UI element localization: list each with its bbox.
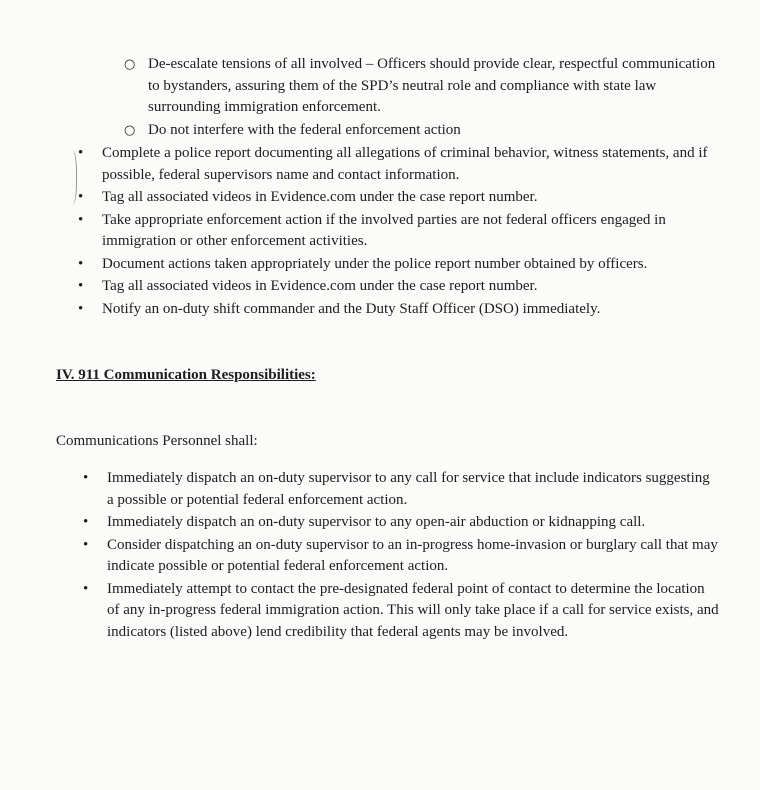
bullet-dot: •	[83, 536, 89, 553]
sub-list-item: ○ De-escalate tensions of all involved – Officers should provide clear, respectful communication to bystanders, assuring them of the SPD’s neutral role and compliance with state law surrounding immigration enforcement.	[124, 56, 716, 115]
hollow-circle-marker: ○	[124, 57, 136, 72]
bullet-item: • Notify an on-duty shift commander and the Duty Staff Officer (DSO) immediately.	[76, 299, 716, 321]
bullet-item: • Document actions taken appropriately under the police report number obtained by officers.	[76, 254, 716, 276]
bullet-dot: •	[78, 145, 84, 161]
communications-bullet-list	[80, 468, 720, 644]
sub-list-item: ○ Do not interfere with the federal enforcement action	[120, 120, 720, 142]
bullet-item: • Immediately attempt to contact the pre-designated federal point of contact to determine the location of any in-progress federal immigration action. This will only take place if a call for service exists, and indicators (listed above) lend credibility that federal agents may be involved.	[83, 580, 719, 640]
bullet-item: • Immediately dispatch an on-duty supervisor to any call for service that include indicators suggesting a possible or potential federal enforcement action.	[83, 470, 710, 508]
officer-bullet-list	[76, 143, 716, 321]
bullet-item: • Take appropriate enforcement action if the involved parties are not federal officers engaged in immigration or other enforcement activities.	[78, 211, 666, 249]
bullet-dot: •	[78, 255, 84, 272]
section-heading: IV. 911 Communication Responsibilities:	[56, 367, 316, 383]
bullet-item: • Immediately dispatch an on-duty supervisor to any open-air abduction or kidnapping call.	[80, 512, 720, 534]
hollow-circle-marker: ○	[124, 122, 136, 138]
bullet-item: • Tag all associated videos in Evidence.com under the case report number.	[76, 276, 716, 298]
bullet-item: • Consider dispatching an on-duty supervisor to an in-progress home-invasion or burglary call that may indicate possible or potential federal enforcement action.	[83, 536, 718, 574]
bullet-dot: •	[78, 211, 84, 228]
bullet-item: • Tag all associated videos in Evidence.com under the case report number.	[76, 187, 716, 209]
bullet-dot: •	[78, 278, 84, 294]
sub-item-list	[120, 54, 720, 142]
section-intro: Communications Personnel shall:	[56, 433, 258, 449]
bullet-item: • Complete a police report documenting all allegations of criminal behavior, witness statements, and if possible, federal supervisors name and contact information.	[78, 145, 708, 183]
bullet-dot: •	[83, 514, 89, 530]
bullet-dot: •	[78, 300, 84, 317]
bullet-dot: •	[78, 189, 84, 205]
bullet-dot: •	[83, 580, 89, 597]
bullet-dot: •	[83, 470, 89, 486]
